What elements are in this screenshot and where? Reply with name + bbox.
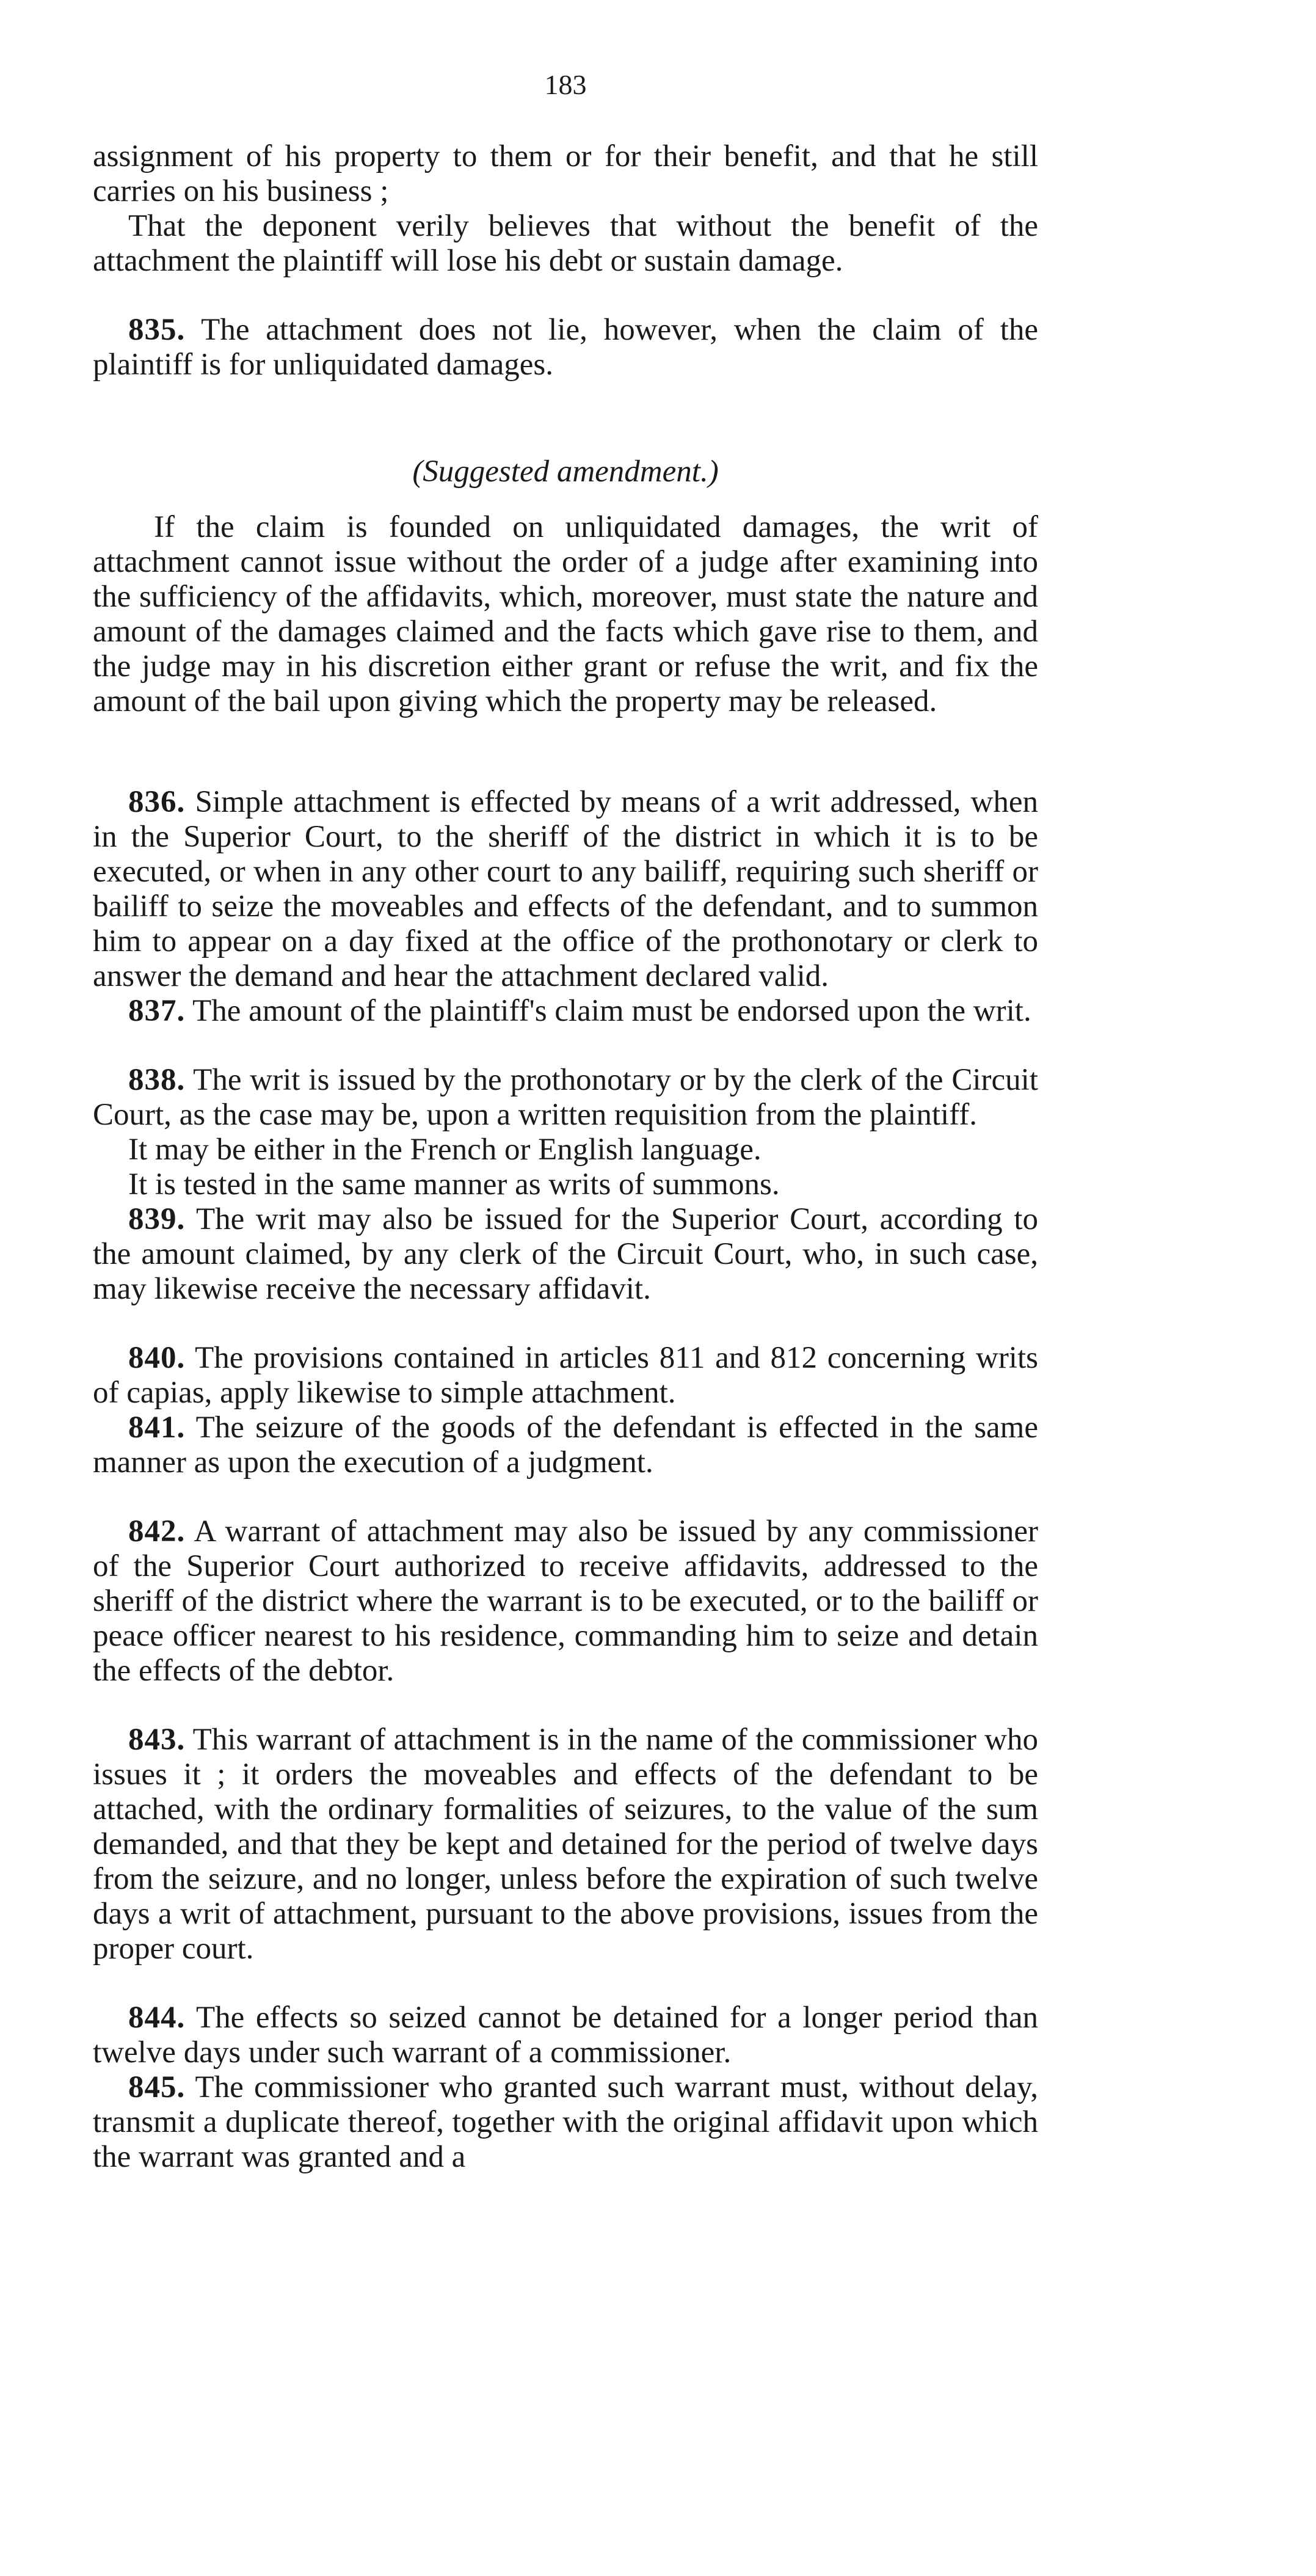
paragraph-amendment: If the claim is founded on unliquidated damages, the writ of attachment cannot issue without the order of a judge after examining into the sufficiency of the affidavits, which, moreover, must state the nature and amount of the damages claimed and the facts which gave rise to them, and the judge may in his discretion either grant or refuse the writ, and fix the amount of the bail upon giving which the property may be released.	[93, 510, 1038, 718]
article-text: The effects so seized cannot be detained for a longer period than twelve days under such warrant of a commissioner.	[93, 2001, 1038, 2070]
article-text: The commissioner who granted such warrant must, without delay, transmit a duplicate thereof, together with the original affidavit upon which the warrant was granted and a	[93, 2070, 1038, 2174]
article-number: 845.	[128, 2070, 186, 2104]
paragraph-deponent: That the deponent verily believes that without the benefit of the attachment the plaintiff will lose his debt or sustain damage.	[93, 209, 1038, 278]
article-number: 835.	[128, 313, 186, 347]
book-page	[93, 0, 1038, 2576]
article-number: 843.	[128, 1723, 186, 1757]
article-835	[93, 313, 1038, 382]
article-number: 837.	[128, 994, 186, 1028]
article-text: The amount of the plaintiff's claim must be endorsed upon the writ.	[192, 994, 1031, 1028]
article-text: This warrant of attachment is in the name of the commissioner who issues it ; it orders the moveables and effects of the defendant to be attached, with the ordinary formalities of seizures, to the value of the sum demanded, and that they be kept and detained for the period of twelve days from the seizure, and no longer, unless before the expiration of such twelve days a writ of attachment, pursuant to the above provisions, issues from the proper court.	[93, 1723, 1038, 1966]
page-number: 183	[544, 69, 587, 100]
paragraph-language: It may be either in the French or English language.	[128, 1133, 762, 1167]
article-845	[93, 2070, 1038, 2175]
article-839	[93, 1202, 1038, 1307]
suggested-amendment-heading: (Suggested amendment.)	[412, 454, 719, 489]
article-838	[93, 1063, 1038, 1133]
article-number: 839.	[128, 1202, 186, 1236]
paragraph-tested: It is tested in the same manner as writs of summons.	[128, 1167, 780, 1202]
article-844	[93, 2001, 1038, 2070]
article-number: 838.	[128, 1063, 186, 1097]
article-number: 840.	[128, 1341, 186, 1375]
article-842	[93, 1514, 1038, 1688]
article-text: The attachment does not lie, however, when the claim of the plaintiff is for unliquidated damages.	[93, 313, 1038, 382]
paragraph-continuation: assignment of his property to them or for their benefit, and that he still carries on his business ;	[93, 139, 1038, 208]
article-number: 841.	[128, 1410, 186, 1445]
article-843	[93, 1723, 1038, 1966]
article-text: The seizure of the goods of the defendant is effected in the same manner as upon the execution of a judgment.	[93, 1410, 1038, 1480]
article-837	[93, 994, 1038, 1029]
article-number: 842.	[128, 1514, 186, 1549]
article-number: 836.	[128, 785, 186, 819]
article-text: A warrant of attachment may also be issued by any commissioner of the Superior Court authorized to receive affidavits, addressed to the sheriff of the district where the warrant is to be executed, or to the bailiff or peace officer nearest to his residence, commanding him to seize and detain the effects of the debtor.	[93, 1514, 1039, 1688]
article-text: The writ is issued by the prothonotary or by the clerk of the Circuit Court, as the case may be, upon a written requisition from the plaintiff.	[93, 1063, 1038, 1132]
page-body	[93, 139, 1038, 2175]
article-836	[93, 785, 1038, 994]
article-841	[93, 1410, 1038, 1480]
article-text: Simple attachment is effected by means of a writ addressed, when in the Superior Court, to the sheriff of the district in which it is to be executed, or when in any other court to any bailiff, requiring such sheriff or bailiff to seize the moveables and effects of the defendant, and to summon him to appear on a day fixed at the office of the prothonotary or clerk to answer the demand and hear the attachment declared valid.	[93, 785, 1038, 993]
article-text: The provisions contained in articles 811 and 812 concerning writs of capias, apply likewise to simple attachment.	[93, 1341, 1038, 1410]
article-840	[93, 1341, 1038, 1410]
article-text: The writ may also be issued for the Superior Court, according to the amount claimed, by any clerk of the Circuit Court, who, in such case, may likewise receive the necessary affidavit.	[93, 1202, 1038, 1306]
article-number: 844.	[128, 2001, 186, 2035]
